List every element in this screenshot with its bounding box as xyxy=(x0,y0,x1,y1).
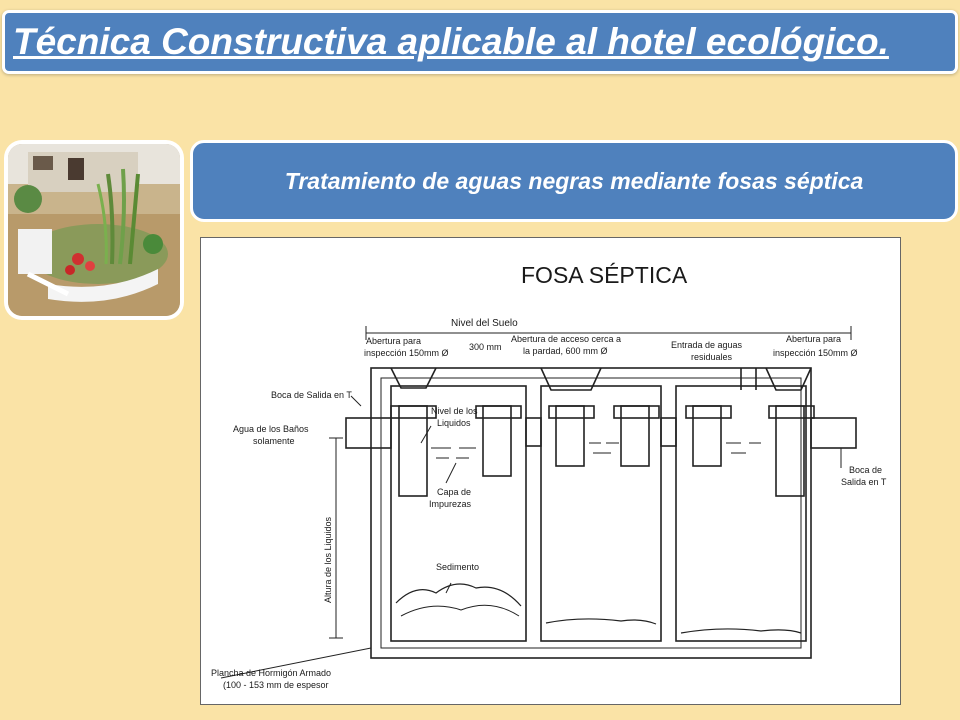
label-acceso-2: la pardad, 600 mm Ø xyxy=(523,346,608,356)
label-boca-der-1: Boca de xyxy=(849,465,883,475)
subtitle-banner xyxy=(190,140,958,222)
subtitle: Tratamiento de aguas negras mediante fosas séptica xyxy=(284,167,864,194)
title-banner xyxy=(2,10,958,74)
label-entrada-2: residuales xyxy=(691,352,733,362)
label-sedimento: Sedimento xyxy=(436,562,480,572)
label-plancha-1: Plancha de Hormigón Armado xyxy=(211,668,332,678)
label-abertura-der-1: Abertura para xyxy=(786,334,842,344)
page-title: Técnica Constructiva aplicable al hotel ecológico. xyxy=(13,21,889,62)
label-abertura-der-2: inspección 150mm Ø xyxy=(773,348,858,358)
label-capa-1: Capa de xyxy=(437,487,472,497)
label-boca-salida-izq: Boca de Salida en T xyxy=(271,390,352,400)
label-entrada-1: Entrada de aguas xyxy=(671,340,743,350)
label-nivel-liquidos-1: Nivel de los xyxy=(431,406,478,416)
label-nivel-liquidos-2: Liquidos xyxy=(437,418,471,428)
label-plancha-2: (100 - 153 mm de espesor xyxy=(223,680,329,690)
label-abertura-izq-2: inspección 150mm Ø xyxy=(364,348,449,358)
label-capa-2: Impurezas xyxy=(429,499,472,509)
garden-planter-photo-icon xyxy=(8,144,180,316)
label-abertura-izq-1: Abertura para xyxy=(366,336,422,346)
label-boca-der-2: Salida en T xyxy=(841,477,887,487)
garden-photo xyxy=(4,140,184,320)
label-agua-banos-1: Agua de los Baños xyxy=(233,424,309,434)
label-acceso-1: Abertura de acceso cerca a xyxy=(511,334,622,344)
label-nivel-suelo: Nivel del Suelo xyxy=(451,318,518,329)
label-altura: Altura de los Liquidos xyxy=(323,516,333,603)
septic-tank-drawing xyxy=(201,238,900,704)
label-300mm: 300 mm xyxy=(469,342,502,352)
septic-tank-diagram xyxy=(200,237,901,705)
label-agua-banos-2: solamente xyxy=(253,436,295,446)
diagram-title: FOSA SÉPTICA xyxy=(521,262,688,288)
